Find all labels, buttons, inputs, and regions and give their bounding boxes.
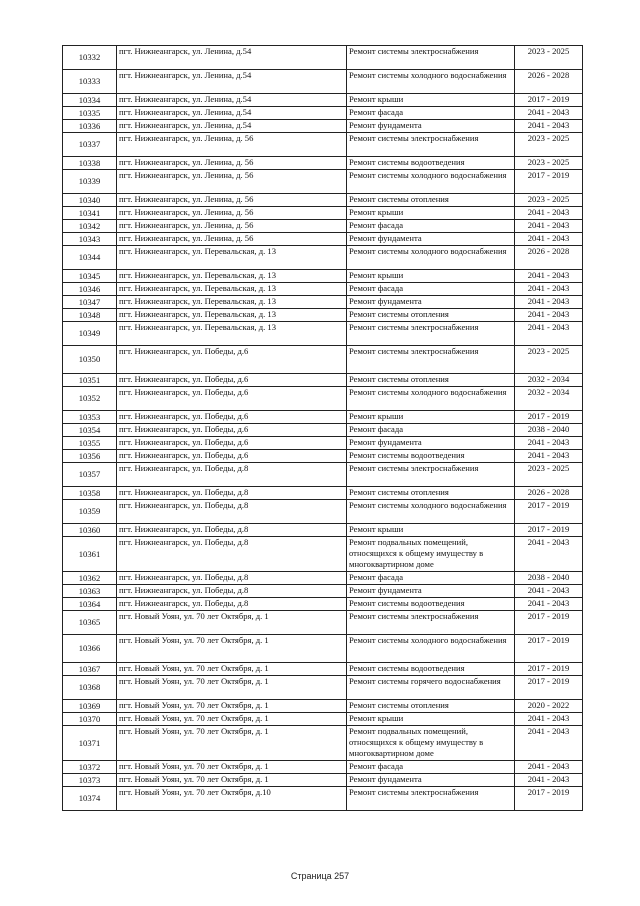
work-type-cell: Ремонт системы электроснабжения: [347, 346, 515, 374]
table-row: [63, 346, 583, 374]
row-id-cell: 10367: [63, 663, 117, 676]
row-id-cell: 10363: [63, 585, 117, 598]
address-cell: пгт. Нижнеангарск, ул. Перевальская, д. 13: [117, 296, 347, 309]
work-type-cell: Ремонт системы водоотведения: [347, 598, 515, 611]
table-row: [63, 283, 583, 296]
address-cell: пгт. Нижнеангарск, ул. Победы, д.6: [117, 374, 347, 387]
period-cell: 2020 - 2022: [515, 700, 583, 713]
address-cell: пгт. Нижнеангарск, ул. Перевальская, д. 13: [117, 270, 347, 283]
work-type-cell: Ремонт крыши: [347, 270, 515, 283]
table-row: [63, 585, 583, 598]
row-id-cell: 10359: [63, 500, 117, 524]
period-cell: 2041 - 2043: [515, 296, 583, 309]
work-type-cell: Ремонт фасада: [347, 107, 515, 120]
period-cell: 2017 - 2019: [515, 663, 583, 676]
table-row: [63, 133, 583, 157]
row-id-cell: 10342: [63, 220, 117, 233]
period-cell: 2017 - 2019: [515, 170, 583, 194]
address-cell: пгт. Нижнеангарск, ул. Ленина, д.54: [117, 70, 347, 94]
row-id-cell: 10350: [63, 346, 117, 374]
period-cell: 2041 - 2043: [515, 774, 583, 787]
row-id-cell: 10354: [63, 424, 117, 437]
work-type-cell: Ремонт крыши: [347, 411, 515, 424]
period-cell: 2023 - 2025: [515, 194, 583, 207]
period-cell: 2038 - 2040: [515, 424, 583, 437]
table-row: [63, 524, 583, 537]
address-cell: пгт. Нижнеангарск, ул. Перевальская, д. 13: [117, 322, 347, 346]
address-cell: пгт. Нижнеангарск, ул. Победы, д.6: [117, 411, 347, 424]
address-cell: пгт. Нижнеангарск, ул. Ленина, д. 56: [117, 233, 347, 246]
work-type-cell: Ремонт подвальных помещений, относящихся к общему имуществу в многоквартирном доме: [347, 537, 515, 572]
address-cell: пгт. Новый Уоян, ул. 70 лет Октября, д. 1: [117, 713, 347, 726]
work-type-cell: Ремонт фасада: [347, 283, 515, 296]
work-type-cell: Ремонт фундамента: [347, 585, 515, 598]
address-cell: пгт. Нижнеангарск, ул. Победы, д.8: [117, 585, 347, 598]
table-row: [63, 296, 583, 309]
period-cell: 2041 - 2043: [515, 207, 583, 220]
row-id-cell: 10346: [63, 283, 117, 296]
work-type-cell: Ремонт системы отопления: [347, 309, 515, 322]
address-cell: пгт. Нижнеангарск, ул. Перевальская, д. 13: [117, 283, 347, 296]
table-row: [63, 46, 583, 70]
row-id-cell: 10374: [63, 787, 117, 811]
table-row: [63, 387, 583, 411]
table-row: [63, 500, 583, 524]
work-type-cell: Ремонт фасада: [347, 220, 515, 233]
address-cell: пгт. Нижнеангарск, ул. Ленина, д. 56: [117, 220, 347, 233]
table-row: [63, 411, 583, 424]
period-cell: 2023 - 2025: [515, 463, 583, 487]
period-cell: 2017 - 2019: [515, 94, 583, 107]
work-type-cell: Ремонт системы электроснабжения: [347, 611, 515, 635]
period-cell: 2041 - 2043: [515, 233, 583, 246]
period-cell: 2041 - 2043: [515, 537, 583, 572]
period-cell: 2041 - 2043: [515, 120, 583, 133]
row-id-cell: 10333: [63, 70, 117, 94]
address-cell: пгт. Нижнеангарск, ул. Ленина, д. 56: [117, 157, 347, 170]
work-type-cell: Ремонт фундамента: [347, 437, 515, 450]
row-id-cell: 10370: [63, 713, 117, 726]
work-type-cell: Ремонт системы отопления: [347, 194, 515, 207]
table-row: [63, 246, 583, 270]
work-type-cell: Ремонт системы холодного водоснабжения: [347, 635, 515, 663]
address-cell: пгт. Новый Уоян, ул. 70 лет Октября, д. 1: [117, 700, 347, 713]
row-id-cell: 10372: [63, 761, 117, 774]
address-cell: пгт. Нижнеангарск, ул. Победы, д.8: [117, 572, 347, 585]
work-type-cell: Ремонт фундамента: [347, 296, 515, 309]
table-row: [63, 635, 583, 663]
period-cell: 2017 - 2019: [515, 611, 583, 635]
address-cell: пгт. Новый Уоян, ул. 70 лет Октября, д. 1: [117, 774, 347, 787]
period-cell: 2041 - 2043: [515, 450, 583, 463]
address-cell: пгт. Нижнеангарск, ул. Победы, д.6: [117, 450, 347, 463]
work-type-cell: Ремонт системы водоотведения: [347, 663, 515, 676]
period-cell: 2017 - 2019: [515, 787, 583, 811]
row-id-cell: 10332: [63, 46, 117, 70]
work-type-cell: Ремонт крыши: [347, 94, 515, 107]
address-cell: пгт. Нижнеангарск, ул. Ленина, д. 56: [117, 133, 347, 157]
address-cell: пгт. Нижнеангарск, ул. Победы, д.8: [117, 524, 347, 537]
address-cell: пгт. Нижнеангарск, ул. Ленина, д.54: [117, 94, 347, 107]
address-cell: пгт. Нижнеангарск, ул. Победы, д.8: [117, 463, 347, 487]
table-row: [63, 598, 583, 611]
row-id-cell: 10348: [63, 309, 117, 322]
address-cell: пгт. Нижнеангарск, ул. Ленина, д. 56: [117, 194, 347, 207]
table-row: [63, 487, 583, 500]
work-type-cell: Ремонт системы электроснабжения: [347, 46, 515, 70]
table-row: [63, 572, 583, 585]
table-row: [63, 463, 583, 487]
period-cell: 2017 - 2019: [515, 676, 583, 700]
table-row: [63, 424, 583, 437]
work-type-cell: Ремонт системы холодного водоснабжения: [347, 170, 515, 194]
period-cell: 2041 - 2043: [515, 437, 583, 450]
row-id-cell: 10337: [63, 133, 117, 157]
address-cell: пгт. Нижнеангарск, ул. Ленина, д.54: [117, 107, 347, 120]
table-row: [63, 270, 583, 283]
work-type-cell: Ремонт системы отопления: [347, 374, 515, 387]
table-row: [63, 194, 583, 207]
period-cell: 2017 - 2019: [515, 411, 583, 424]
address-cell: пгт. Нижнеангарск, ул. Победы, д.6: [117, 437, 347, 450]
table-row: [63, 107, 583, 120]
table-row: [63, 676, 583, 700]
work-type-cell: Ремонт крыши: [347, 524, 515, 537]
table-row: [63, 450, 583, 463]
row-id-cell: 10361: [63, 537, 117, 572]
address-cell: пгт. Нижнеангарск, ул. Перевальская, д. 13: [117, 246, 347, 270]
period-cell: 2017 - 2019: [515, 524, 583, 537]
work-type-cell: Ремонт фундамента: [347, 233, 515, 246]
period-cell: 2041 - 2043: [515, 761, 583, 774]
row-id-cell: 10351: [63, 374, 117, 387]
period-cell: 2041 - 2043: [515, 322, 583, 346]
address-cell: пгт. Нижнеангарск, ул. Победы, д.8: [117, 500, 347, 524]
work-type-cell: Ремонт системы электроснабжения: [347, 322, 515, 346]
row-id-cell: 10357: [63, 463, 117, 487]
address-cell: пгт. Нижнеангарск, ул. Перевальская, д. 13: [117, 309, 347, 322]
work-type-cell: Ремонт крыши: [347, 207, 515, 220]
period-cell: 2023 - 2025: [515, 46, 583, 70]
address-cell: пгт. Нижнеангарск, ул. Победы, д.8: [117, 487, 347, 500]
row-id-cell: 10341: [63, 207, 117, 220]
row-id-cell: 10352: [63, 387, 117, 411]
row-id-cell: 10356: [63, 450, 117, 463]
row-id-cell: 10336: [63, 120, 117, 133]
table-row: [63, 157, 583, 170]
page-number: Страница 257: [290, 871, 350, 881]
address-cell: пгт. Новый Уоян, ул. 70 лет Октября, д. 1: [117, 726, 347, 761]
table-row: [63, 774, 583, 787]
address-cell: пгт. Нижнеангарск, ул. Победы, д.6: [117, 387, 347, 411]
work-type-cell: Ремонт крыши: [347, 713, 515, 726]
address-cell: пгт. Новый Уоян, ул. 70 лет Октября, д. 1: [117, 761, 347, 774]
table-row: [63, 761, 583, 774]
address-cell: пгт. Нижнеангарск, ул. Победы, д.6: [117, 346, 347, 374]
row-id-cell: 10373: [63, 774, 117, 787]
table-row: [63, 309, 583, 322]
work-type-cell: Ремонт системы отопления: [347, 700, 515, 713]
row-id-cell: 10344: [63, 246, 117, 270]
address-cell: пгт. Нижнеангарск, ул. Ленина, д.54: [117, 120, 347, 133]
table-row: [63, 437, 583, 450]
period-cell: 2026 - 2028: [515, 487, 583, 500]
period-cell: 2026 - 2028: [515, 70, 583, 94]
address-cell: пгт. Новый Уоян, ул. 70 лет Октября, д. 1: [117, 611, 347, 635]
row-id-cell: 10362: [63, 572, 117, 585]
work-type-cell: Ремонт системы холодного водоснабжения: [347, 387, 515, 411]
period-cell: 2041 - 2043: [515, 585, 583, 598]
period-cell: 2038 - 2040: [515, 572, 583, 585]
row-id-cell: 10349: [63, 322, 117, 346]
period-cell: 2023 - 2025: [515, 157, 583, 170]
table-row: [63, 120, 583, 133]
row-id-cell: 10340: [63, 194, 117, 207]
table-row: [63, 170, 583, 194]
row-id-cell: 10358: [63, 487, 117, 500]
period-cell: 2041 - 2043: [515, 220, 583, 233]
address-cell: пгт. Новый Уоян, ул. 70 лет Октября, д.10: [117, 787, 347, 811]
work-type-cell: Ремонт системы отопления: [347, 487, 515, 500]
work-type-cell: Ремонт системы холодного водоснабжения: [347, 500, 515, 524]
work-type-cell: Ремонт подвальных помещений, относящихся к общему имуществу в многоквартирном доме: [347, 726, 515, 761]
period-cell: 2032 - 2034: [515, 374, 583, 387]
period-cell: 2041 - 2043: [515, 270, 583, 283]
table-row: [63, 787, 583, 811]
period-cell: 2023 - 2025: [515, 346, 583, 374]
row-id-cell: 10360: [63, 524, 117, 537]
period-cell: 2041 - 2043: [515, 283, 583, 296]
row-id-cell: 10369: [63, 700, 117, 713]
row-id-cell: 10353: [63, 411, 117, 424]
period-cell: 2017 - 2019: [515, 500, 583, 524]
work-type-cell: Ремонт системы холодного водоснабжения: [347, 246, 515, 270]
table-row: [63, 207, 583, 220]
work-type-cell: Ремонт фундамента: [347, 120, 515, 133]
period-cell: 2041 - 2043: [515, 309, 583, 322]
table-row: [63, 322, 583, 346]
address-cell: пгт. Нижнеангарск, ул. Победы, д.8: [117, 537, 347, 572]
work-type-cell: Ремонт фасада: [347, 572, 515, 585]
work-type-cell: Ремонт системы водоотведения: [347, 157, 515, 170]
row-id-cell: 10368: [63, 676, 117, 700]
address-cell: пгт. Нижнеангарск, ул. Победы, д.6: [117, 424, 347, 437]
address-cell: пгт. Нижнеангарск, ул. Ленина, д. 56: [117, 170, 347, 194]
row-id-cell: 10335: [63, 107, 117, 120]
work-type-cell: Ремонт системы электроснабжения: [347, 787, 515, 811]
row-id-cell: 10334: [63, 94, 117, 107]
row-id-cell: 10338: [63, 157, 117, 170]
row-id-cell: 10345: [63, 270, 117, 283]
work-type-cell: Ремонт фундамента: [347, 774, 515, 787]
period-cell: 2026 - 2028: [515, 246, 583, 270]
period-cell: 2041 - 2043: [515, 598, 583, 611]
row-id-cell: 10365: [63, 611, 117, 635]
period-cell: 2041 - 2043: [515, 107, 583, 120]
period-cell: 2041 - 2043: [515, 713, 583, 726]
work-type-cell: Ремонт фасада: [347, 761, 515, 774]
table-row: [63, 700, 583, 713]
row-id-cell: 10366: [63, 635, 117, 663]
table-row: [63, 611, 583, 635]
address-cell: пгт. Новый Уоян, ул. 70 лет Октября, д. 1: [117, 676, 347, 700]
row-id-cell: 10355: [63, 437, 117, 450]
period-cell: 2041 - 2043: [515, 726, 583, 761]
table-row: [63, 726, 583, 761]
table-row: [63, 94, 583, 107]
table-row: [63, 663, 583, 676]
address-cell: пгт. Новый Уоян, ул. 70 лет Октября, д. 1: [117, 663, 347, 676]
table-row: [63, 713, 583, 726]
work-type-cell: Ремонт системы электроснабжения: [347, 133, 515, 157]
work-type-cell: Ремонт системы холодного водоснабжения: [347, 70, 515, 94]
row-id-cell: 10343: [63, 233, 117, 246]
work-type-cell: Ремонт системы водоотведения: [347, 450, 515, 463]
period-cell: 2023 - 2025: [515, 133, 583, 157]
table-row: [63, 70, 583, 94]
row-id-cell: 10339: [63, 170, 117, 194]
table-row: [63, 220, 583, 233]
address-cell: пгт. Нижнеангарск, ул. Ленина, д.54: [117, 46, 347, 70]
work-type-cell: Ремонт фасада: [347, 424, 515, 437]
address-cell: пгт. Нижнеангарск, ул. Ленина, д. 56: [117, 207, 347, 220]
row-id-cell: 10347: [63, 296, 117, 309]
period-cell: 2017 - 2019: [515, 635, 583, 663]
table-row: [63, 374, 583, 387]
work-type-cell: Ремонт системы горячего водоснабжения: [347, 676, 515, 700]
address-cell: пгт. Новый Уоян, ул. 70 лет Октября, д. 1: [117, 635, 347, 663]
repair-schedule-table: [62, 45, 583, 811]
table-row: [63, 537, 583, 572]
work-type-cell: Ремонт системы электроснабжения: [347, 463, 515, 487]
table-row: [63, 233, 583, 246]
address-cell: пгт. Нижнеангарск, ул. Победы, д.8: [117, 598, 347, 611]
table-body: [63, 46, 583, 811]
row-id-cell: 10364: [63, 598, 117, 611]
row-id-cell: 10371: [63, 726, 117, 761]
period-cell: 2032 - 2034: [515, 387, 583, 411]
